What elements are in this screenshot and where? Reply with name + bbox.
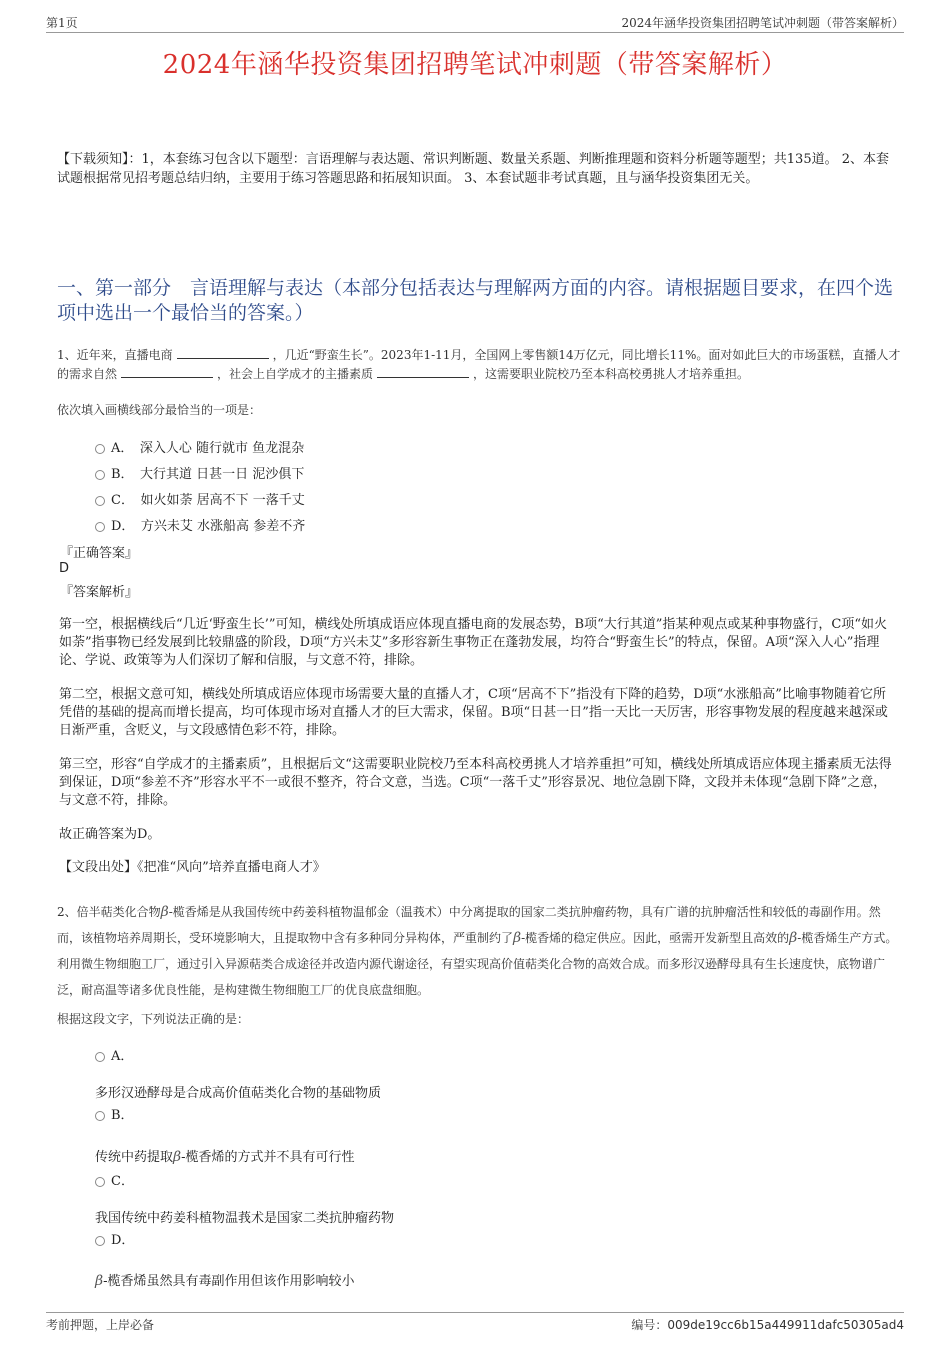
q1-option-c[interactable]: C． 如火如荼 居高不下 一落千丈 (95, 489, 305, 508)
beta-symbol: β (173, 1149, 182, 1165)
beta-symbol: β (789, 930, 798, 946)
radio-icon[interactable] (95, 1052, 105, 1062)
beta-symbol: β (160, 904, 169, 920)
q2-option-d[interactable]: D． (95, 1229, 134, 1248)
page-title: 2024年涵华投资集团招聘笔试冲刺题（带答案解析） (162, 50, 788, 80)
q2-option-c-text: 我国传统中药姜科植物温莪术是国家二类抗肿瘤药物 (95, 1211, 395, 1226)
question-2-prompt: 根据这段文字，下列说法正确的是： (57, 1012, 250, 1026)
page-header (46, 14, 904, 33)
blank-3 (377, 365, 469, 378)
radio-icon[interactable] (95, 1236, 105, 1246)
radio-icon[interactable] (95, 1111, 105, 1121)
page-number: 第1页 (46, 16, 78, 30)
page-footer (46, 1312, 904, 1333)
analysis-tag: 『答案解析』 (60, 585, 139, 600)
radio-icon[interactable] (95, 496, 105, 506)
footer-serial: 编号：009de19cc6b15a449911dafc50305ad4 (631, 1318, 904, 1332)
q1-option-a[interactable]: A． 深入人心 随行就市 鱼龙混杂 (95, 437, 304, 456)
analysis-paragraph-2: 第二空，根据文意可知，横线处所填成语应体现市场需要大量的直播人才，C项“居高不下”指没有下降的趋势，D项“水涨船高”比喻事物随着它所凭借的基础的提高而增长提高，均可体现市场对直播人才的巨大需求，保留。B项“日甚一日”指一天比一天厉害，形容事物发展的程度越来越深或日渐严重，含贬义，与文段感情色彩不符，排除。 (59, 687, 888, 738)
text-source: 【文段出处】《把准“风向”培养直播电商人才》 (59, 860, 326, 875)
q1-text-1: 1、近年来，直播电商 (57, 348, 173, 362)
footer-slogan: 考前押题，上岸必备 (46, 1318, 155, 1332)
q2-option-b[interactable]: B． (95, 1104, 134, 1123)
radio-icon[interactable] (95, 444, 105, 454)
header-doc-title: 2024年涵华投资集团招聘笔试冲刺题（带答案解析） (621, 16, 904, 30)
section-heading: 一、第一部分 言语理解与表达（本部分包括表达与理解两方面的内容。请根据题目要求，在四个选项中选出一个最恰当的答案。） (57, 277, 894, 324)
radio-icon[interactable] (95, 470, 105, 480)
q2-option-a-text: 多形汉逊酵母是合成高价值萜类化合物的基础物质 (95, 1086, 382, 1101)
q1-option-b[interactable]: B． 大行其道 日甚一日 泥沙俱下 (95, 463, 304, 482)
blank-2 (121, 365, 213, 378)
q2-option-d-text: β-榄香烯虽然具有毒副作用但该作用影响较小 (95, 1273, 355, 1289)
beta-symbol: β (513, 930, 522, 946)
download-notice: 【下载须知】：1，本套练习包含以下题型：言语理解与表达题、常识判断题、数量关系题、判断推理题和资料分析题等题型；共135道。 2、本套试题根据常见招考题总结归纳，主要用于练习答题思路和拓展知识面。 3、本套试题非考试真题，且与涵华投资集团无关。 (57, 152, 889, 186)
q2-option-a[interactable]: A． (95, 1045, 133, 1064)
answer-tag: 『正确答案』 (60, 546, 139, 561)
analysis-paragraph-1: 第一空，根据横线后“几近‘野蛮生长’”可知，横线处所填成语应体现直播电商的发展态势，B项“大行其道”指某种观点或某种事物盛行，C项“如火如荼”指事物已经发展到比较鼎盛的阶段，D项“方兴未艾”多形容新生事物正在蓬勃发展，均符合“野蛮生长”的特点，保留。A项“深入人心”指理论、学说、政策等为人们深切了解和信服，与文意不符，排除。 (59, 617, 887, 668)
q1-text-4: ，这需要职业院校乃至本科高校勇挑人才培养重担。 (473, 367, 750, 381)
q1-option-d[interactable]: D． 方兴未艾 水涨船高 参差不齐 (95, 515, 305, 534)
answer-value: D (59, 561, 70, 576)
q2-option-b-text: 传统中药提取β-榄香烯的方式并不具有可行性 (95, 1149, 355, 1165)
blank-1 (177, 346, 269, 359)
analysis-paragraph-3: 第三空，形容“自学成才的主播素质”，且根据后文“这需要职业院校乃至本科高校勇挑人才培养重担”可知，横线处所填成语应体现主播素质无法得到保证，D项“参差不齐”形容水平不一或很不整齐，符合文意，当选。C项“一落千丈”形容景况、地位急剧下降，文段并未体现“急剧下降”之意，与文意不符，排除。 (59, 757, 892, 808)
q1-text-2: ，几近“野蛮生长”。2023年1-11月，全国网上零售额14万亿元，同比增长11%。面对如此巨大的市场蛋糕，直播人才的需求自然 (57, 348, 901, 381)
question-1-prompt: 依次填入画横线部分最恰当的一项是： (57, 403, 262, 417)
q1-text-3: ，社会上自学成才的主播素质 (217, 367, 374, 381)
beta-symbol: β (95, 1273, 104, 1289)
q2-option-c[interactable]: C． (95, 1170, 134, 1189)
question-2-stem: 2、倍半萜类化合物β-榄香烯是从我国传统中药姜科植物温郁金（温莪术）中分离提取的国家二类抗肿瘤药物，具有广谱的抗肿瘤活性和较低的毒副作用。然而，该植物培养周期长，受环境影响大，且提取物中含有多种同分异构体，严重制约了β-榄香烯的稳定供应。因此，亟需开发新型且高效的β-榄香烯生产方式。利用微生物细胞工厂，通过引入异源萜类合成途径并改造内源代谢途径，有望实现高价值萜类化合物的高效合成。而多形汉逊酵母具有生长速度快，底物谱广泛，耐高温等诸多优良性能，是构建微生物细胞工厂的优良底盘细胞。 (57, 904, 898, 997)
radio-icon[interactable] (95, 522, 105, 532)
radio-icon[interactable] (95, 1177, 105, 1187)
question-1-stem (57, 346, 902, 384)
analysis-conclusion: 故正确答案为D。 (59, 827, 161, 842)
